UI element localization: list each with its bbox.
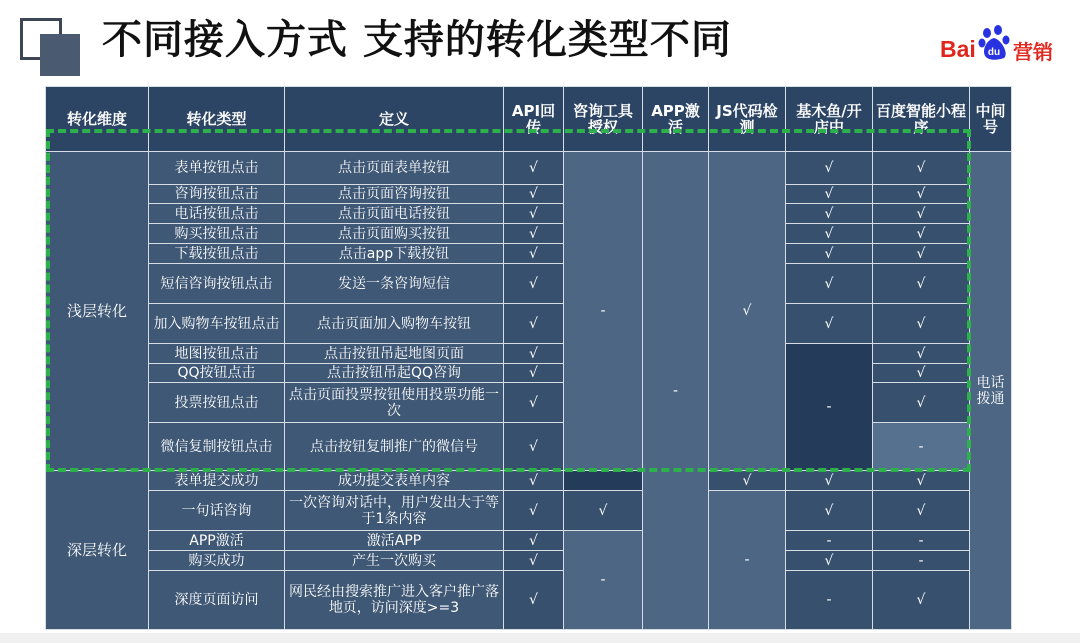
definition-cell: 发送一条咨询短信 bbox=[285, 264, 504, 304]
miniprogram-cell: √ bbox=[873, 224, 970, 244]
jimuyu-cell: √ bbox=[786, 185, 873, 204]
api-cell: √ bbox=[504, 185, 564, 204]
api-cell: √ bbox=[504, 551, 564, 571]
type-cell: 表单按钮点击 bbox=[149, 152, 285, 185]
type-cell: APP激活 bbox=[149, 531, 285, 551]
title-decoration-block bbox=[40, 34, 80, 76]
miniprogram-cell: √ bbox=[873, 364, 970, 383]
definition-cell: 点击页面电话按钮 bbox=[285, 204, 504, 224]
table-row bbox=[46, 204, 1012, 224]
api-cell: √ bbox=[504, 364, 564, 383]
miniprogram-cell: √ bbox=[873, 344, 970, 364]
jimuyu-cell: - bbox=[786, 344, 873, 471]
miniprogram-cell: √ bbox=[873, 152, 970, 185]
type-cell: 咨询按钮点击 bbox=[149, 185, 285, 204]
api-cell: √ bbox=[504, 244, 564, 264]
api-cell: √ bbox=[504, 423, 564, 471]
header-api-callback: API回传 bbox=[504, 87, 564, 152]
api-cell: √ bbox=[504, 531, 564, 551]
miniprogram-cell: √ bbox=[873, 204, 970, 224]
header-jimuyu: 基木鱼/开店中 bbox=[786, 87, 873, 152]
miniprogram-cell: √ bbox=[873, 264, 970, 304]
api-cell: √ bbox=[504, 152, 564, 185]
bottom-strip bbox=[0, 633, 1080, 643]
type-cell: QQ按钮点击 bbox=[149, 364, 285, 383]
api-cell: √ bbox=[504, 383, 564, 423]
jimuyu-cell: √ bbox=[786, 244, 873, 264]
type-cell: 下载按钮点击 bbox=[149, 244, 285, 264]
jimuyu-cell: √ bbox=[786, 551, 873, 571]
type-cell: 加入购物车按钮点击 bbox=[149, 304, 285, 344]
header-middle-number: 中间号 bbox=[970, 87, 1012, 152]
consult-cell: √ bbox=[564, 491, 643, 531]
definition-cell: 点击页面咨询按钮 bbox=[285, 185, 504, 204]
logo-text-marketing: 营销 bbox=[1013, 40, 1053, 64]
jimuyu-cell: √ bbox=[786, 304, 873, 344]
type-cell: 表单提交成功 bbox=[149, 471, 285, 491]
conversion-type-table-wrapper bbox=[45, 86, 1011, 630]
table-row bbox=[46, 551, 1012, 571]
type-cell: 电话按钮点击 bbox=[149, 204, 285, 224]
conversion-type-table bbox=[45, 86, 1012, 630]
jimuyu-cell: √ bbox=[786, 204, 873, 224]
miniprogram-cell: √ bbox=[873, 383, 970, 423]
header-app-activation: APP激活 bbox=[643, 87, 709, 152]
jimuyu-cell: √ bbox=[786, 152, 873, 185]
miniprogram-cell: - bbox=[873, 423, 970, 471]
type-cell: 短信咨询按钮点击 bbox=[149, 264, 285, 304]
miniprogram-cell: √ bbox=[873, 491, 970, 531]
jimuyu-cell: √ bbox=[786, 491, 873, 531]
definition-cell: 网民经由搜索推广进入客户推广落地页，访问深度>=3 bbox=[285, 571, 504, 630]
js-cell: √ bbox=[709, 471, 786, 491]
dimension-deep: 深层转化 bbox=[46, 471, 149, 630]
jimuyu-cell: - bbox=[786, 571, 873, 630]
type-cell: 购买按钮点击 bbox=[149, 224, 285, 244]
header-mini-program: 百度智能小程序 bbox=[873, 87, 970, 152]
consult-cell bbox=[564, 471, 643, 491]
table-row bbox=[46, 224, 1012, 244]
app-cell: - bbox=[643, 152, 709, 630]
definition-cell: 点击页面表单按钮 bbox=[285, 152, 504, 185]
miniprogram-cell: - bbox=[873, 531, 970, 551]
jimuyu-cell: - bbox=[786, 531, 873, 551]
table-row bbox=[46, 471, 1012, 491]
api-cell: √ bbox=[504, 571, 564, 630]
table-row bbox=[46, 531, 1012, 551]
api-cell: √ bbox=[504, 304, 564, 344]
miniprogram-cell: √ bbox=[873, 571, 970, 630]
miniprogram-cell: √ bbox=[873, 304, 970, 344]
api-cell: √ bbox=[504, 224, 564, 244]
table-row bbox=[46, 152, 1012, 185]
logo-text-bai: Bai bbox=[940, 36, 976, 62]
type-cell: 深度页面访问 bbox=[149, 571, 285, 630]
consult-cell: - bbox=[564, 152, 643, 471]
middle-number-cell: 电话拨通 bbox=[970, 152, 1012, 630]
jimuyu-cell: √ bbox=[786, 471, 873, 491]
header-dimension: 转化维度 bbox=[46, 87, 149, 152]
definition-cell: 成功提交表单内容 bbox=[285, 471, 504, 491]
type-cell: 一句话咨询 bbox=[149, 491, 285, 531]
baidu-paw-icon bbox=[978, 24, 1012, 62]
header-consult-tool: 咨询工具授权 bbox=[564, 87, 643, 152]
header-definition: 定义 bbox=[285, 87, 504, 152]
miniprogram-cell: - bbox=[873, 551, 970, 571]
definition-cell: 一次咨询对话中，用户发出大于等于1条内容 bbox=[285, 491, 504, 531]
api-cell: √ bbox=[504, 264, 564, 304]
table-row bbox=[46, 304, 1012, 344]
header-row bbox=[46, 87, 1012, 152]
definition-cell: 点击按钮复制推广的微信号 bbox=[285, 423, 504, 471]
header-js-code: JS代码检测 bbox=[709, 87, 786, 152]
table-row bbox=[46, 491, 1012, 531]
table-row bbox=[46, 344, 1012, 364]
jimuyu-cell: √ bbox=[786, 264, 873, 304]
miniprogram-cell: √ bbox=[873, 471, 970, 491]
baidu-marketing-logo bbox=[940, 30, 1060, 70]
table-row bbox=[46, 264, 1012, 304]
api-cell: √ bbox=[504, 491, 564, 531]
definition-cell: 点击页面加入购物车按钮 bbox=[285, 304, 504, 344]
definition-cell: 激活APP bbox=[285, 531, 504, 551]
type-cell: 地图按钮点击 bbox=[149, 344, 285, 364]
page-title: 不同接入方式 支持的转化类型不同 bbox=[102, 17, 732, 63]
definition-cell: 点击页面投票按钮使用投票功能一次 bbox=[285, 383, 504, 423]
api-cell: √ bbox=[504, 204, 564, 224]
js-cell: √ bbox=[709, 152, 786, 471]
definition-cell: 产生一次购买 bbox=[285, 551, 504, 571]
definition-cell: 点击按钮吊起QQ咨询 bbox=[285, 364, 504, 383]
type-cell: 微信复制按钮点击 bbox=[149, 423, 285, 471]
definition-cell: 点击页面购买按钮 bbox=[285, 224, 504, 244]
consult-cell: - bbox=[564, 531, 643, 630]
miniprogram-cell: √ bbox=[873, 185, 970, 204]
miniprogram-cell: √ bbox=[873, 244, 970, 264]
api-cell: √ bbox=[504, 471, 564, 491]
definition-cell: 点击app下载按钮 bbox=[285, 244, 504, 264]
logo-paw-text: du bbox=[987, 47, 1001, 58]
type-cell: 购买成功 bbox=[149, 551, 285, 571]
type-cell: 投票按钮点击 bbox=[149, 383, 285, 423]
table-row bbox=[46, 571, 1012, 630]
header-conversion-type: 转化类型 bbox=[149, 87, 285, 152]
table-row bbox=[46, 244, 1012, 264]
jimuyu-cell: √ bbox=[786, 224, 873, 244]
dimension-shallow: 浅层转化 bbox=[46, 152, 149, 471]
js-cell: - bbox=[709, 491, 786, 630]
definition-cell: 点击按钮吊起地图页面 bbox=[285, 344, 504, 364]
api-cell: √ bbox=[504, 344, 564, 364]
table-row bbox=[46, 185, 1012, 204]
